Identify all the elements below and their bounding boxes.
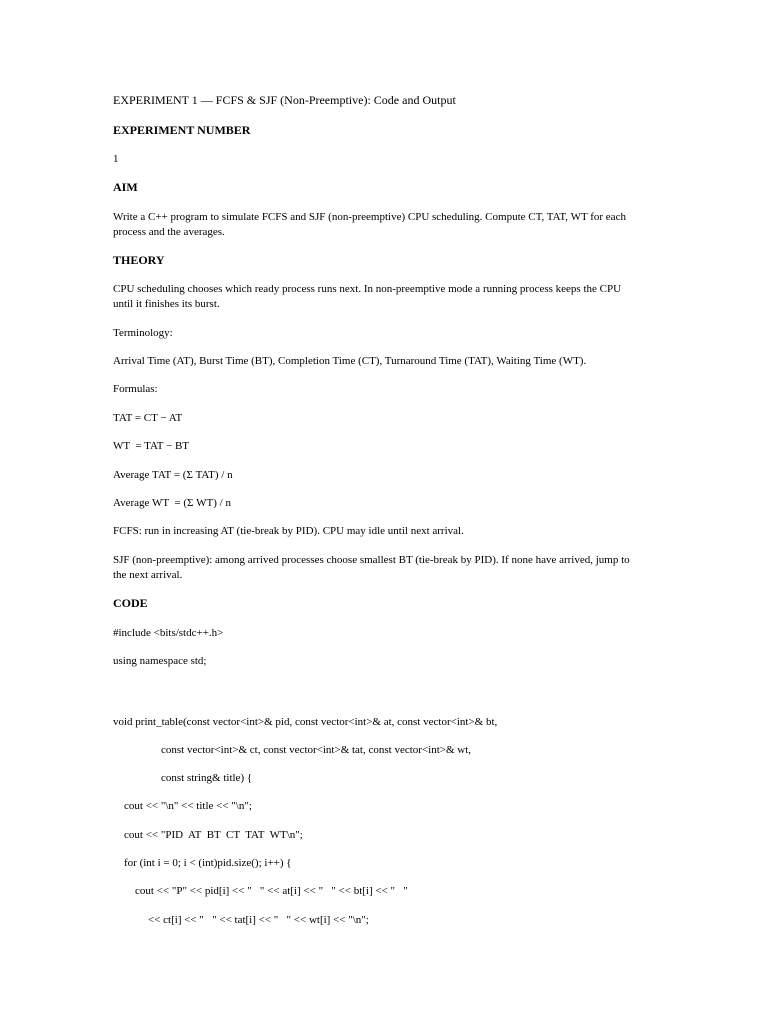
document-title: EXPERIMENT 1 — FCFS & SJF (Non-Preemptive): Code and Output	[113, 93, 456, 107]
formula-tat: TAT = CT − AT	[113, 412, 183, 424]
terminology-text: Arrival Time (AT), Burst Time (BT), Completion Time (CT), Turnaround Time (TAT), Waiting Time (WT).	[113, 355, 587, 367]
experiment-number-heading: EXPERIMENT NUMBER	[113, 123, 251, 137]
code-line: cout << "\n" << title << "\n";	[124, 800, 252, 812]
code-line: for (int i = 0; i < (int)pid.size(); i++) {	[124, 857, 292, 869]
aim-text-line-1: Write a C++ program to simulate FCFS and SJF (non-preemptive) CPU scheduling. Compute CT, TAT, WT for each	[113, 211, 626, 223]
experiment-number-value: 1	[113, 153, 119, 165]
theory-text-line-2: until it finishes its burst.	[113, 298, 220, 310]
sjf-rule-line-2: the next arrival.	[113, 569, 183, 581]
code-heading: CODE	[113, 596, 148, 610]
code-line: << ct[i] << " " << tat[i] << " " << wt[i] << "\n";	[148, 914, 369, 926]
formula-wt: WT = TAT − BT	[113, 440, 190, 452]
terminology-label: Terminology:	[113, 327, 173, 339]
code-line: #include <bits/stdc++.h>	[113, 627, 224, 639]
formula-average-tat: Average TAT = (Σ TAT) / n	[113, 469, 233, 481]
code-line: const vector<int>& ct, const vector<int>& tat, const vector<int>& wt,	[161, 744, 472, 756]
code-line: void print_table(const vector<int>& pid, const vector<int>& at, const vector<int>& bt,	[113, 716, 498, 728]
theory-heading: THEORY	[113, 253, 165, 267]
theory-text-line-1: CPU scheduling chooses which ready process runs next. In non-preemptive mode a running process keeps the CPU	[113, 283, 622, 295]
code-line: const string& title) {	[161, 772, 253, 784]
formula-average-wt: Average WT = (Σ WT) / n	[113, 497, 231, 509]
formulas-label: Formulas:	[113, 383, 158, 395]
fcfs-rule: FCFS: run in increasing AT (tie-break by PID). CPU may idle until next arrival.	[113, 525, 464, 537]
code-line: cout << "P" << pid[i] << " " << at[i] << " " << bt[i] << " "	[135, 885, 408, 897]
aim-heading: AIM	[113, 180, 138, 194]
sjf-rule-line-1: SJF (non-preemptive): among arrived processes choose smallest BT (tie-break by PID). If none have arrived, jump to	[113, 554, 630, 566]
code-line: cout << "PID AT BT CT TAT WT\n";	[124, 829, 303, 841]
code-line: using namespace std;	[113, 655, 207, 667]
aim-text-line-2: process and the averages.	[113, 226, 225, 238]
